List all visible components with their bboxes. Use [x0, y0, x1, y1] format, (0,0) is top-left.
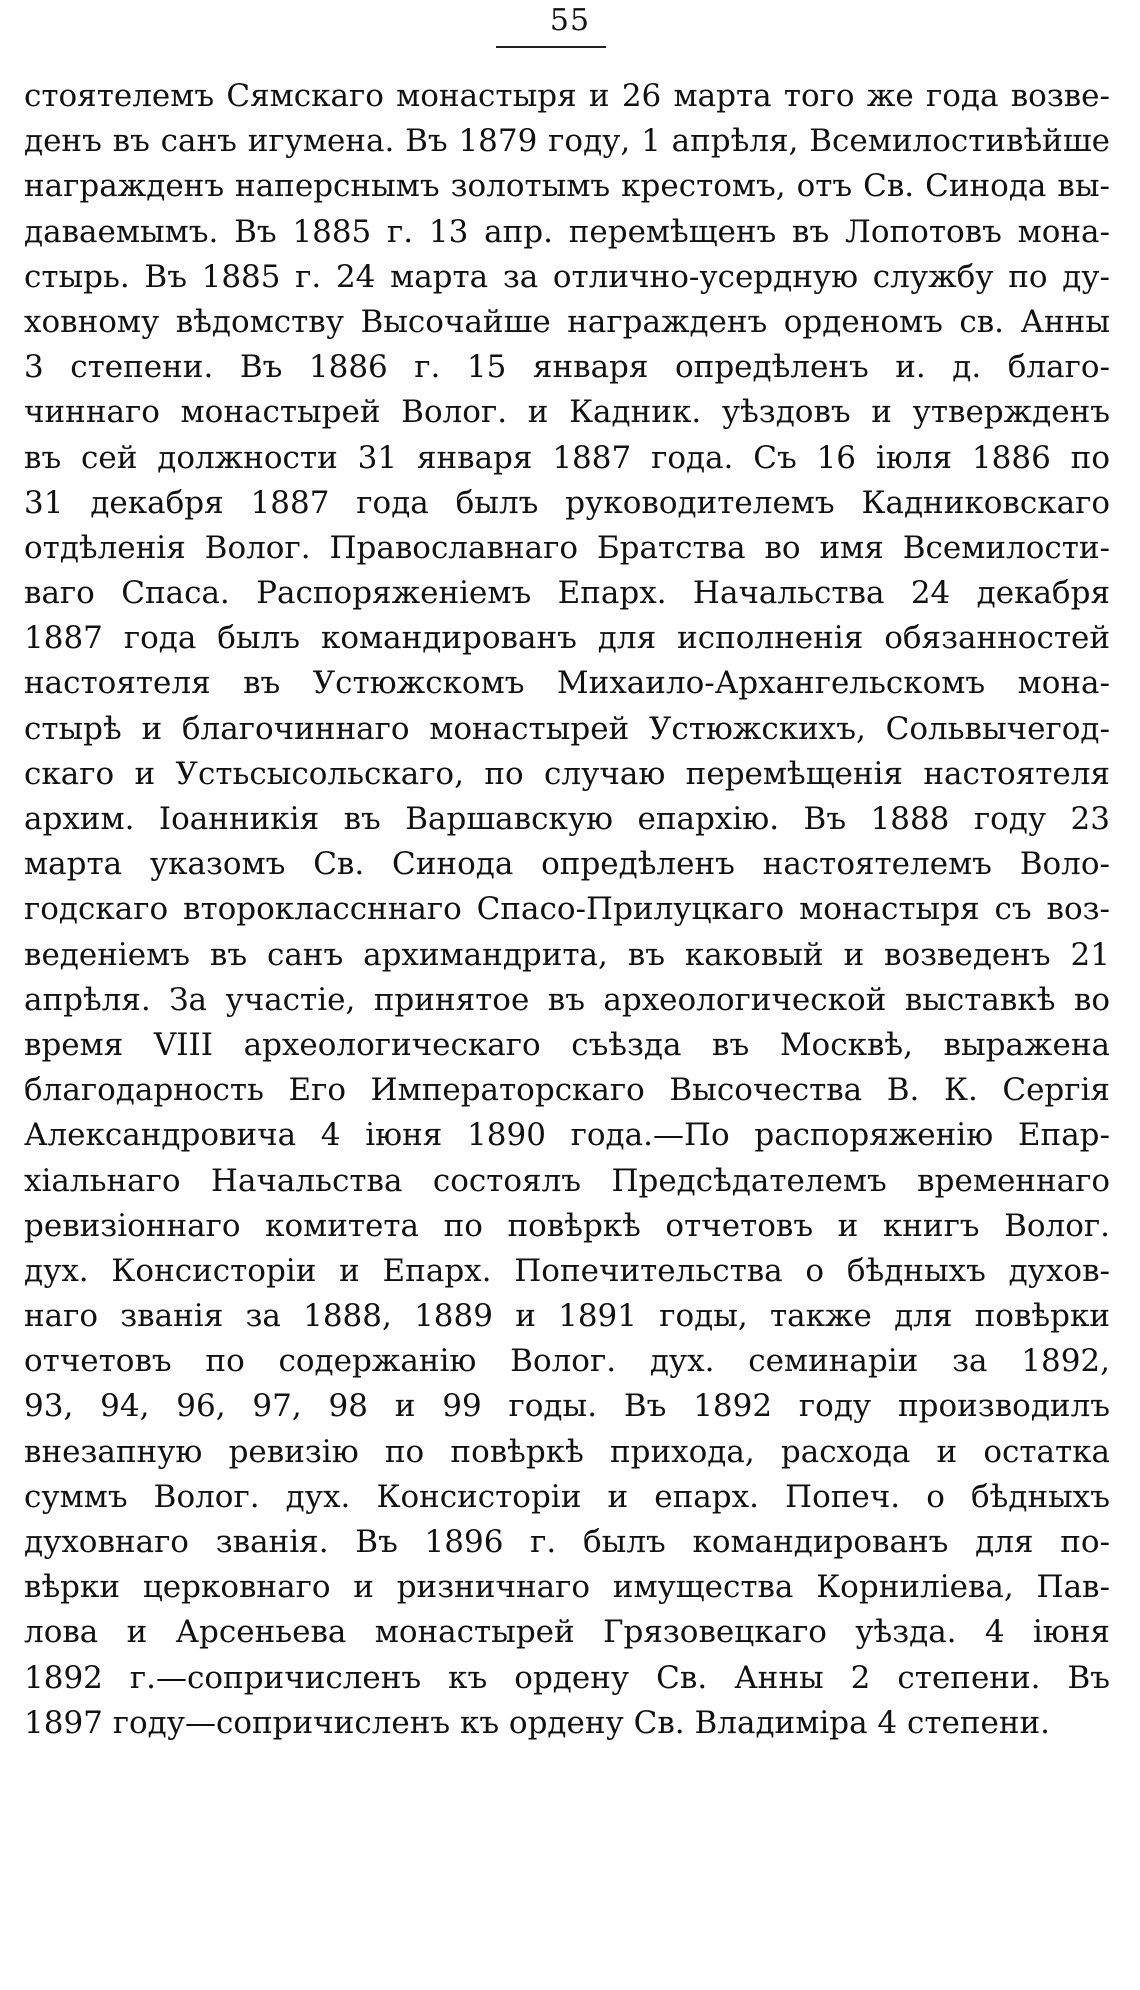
- text-line: благодарность Его Императорскаго Высочества В. К. Сергія: [24, 1072, 1110, 1109]
- text-line: 1892 г.—сопричисленъ къ ордену Св. Анны 2 степени. Въ: [24, 1659, 1110, 1696]
- text-line: чиннаго монастырей Волог. и Кадник. уѣздовъ и утвержденъ: [24, 394, 1110, 431]
- text-line: дух. Консисторіи и Епарх. Попечительства о бѣдныхъ духов-: [24, 1252, 1110, 1289]
- text-line: время VIII археологическаго съѣзда въ Москвѣ, выражена: [24, 1026, 1110, 1063]
- text-line: ваго Спаса. Распоряженіемъ Епарх. Начальства 24 декабря: [24, 575, 1110, 612]
- text-line: годскаго второклассннаго Спасо-Прилуцкаго монастыря съ воз-: [24, 891, 1110, 928]
- page-number: 55: [549, 3, 591, 38]
- text-line: стоятелемъ Сямскаго монастыря и 26 марта того же года возве-: [24, 78, 1110, 114]
- text-line: отдѣленія Волог. Православнаго Братства во имя Всемилости-: [24, 529, 1110, 566]
- page-number-rule: [496, 46, 606, 48]
- text-line: 3 степени. Въ 1886 г. 15 января опредѣленъ и. д. благо-: [24, 349, 1110, 386]
- text-line: въ сей должности 31 января 1887 года. Съ 16 іюля 1886 по: [24, 439, 1110, 476]
- text-line: лова и Арсеньева монастырей Грязовецкаго уѣзда. 4 іюня: [24, 1614, 1110, 1651]
- text-line: 1887 года былъ командированъ для исполненія обязанностей: [24, 620, 1110, 657]
- text-line: награжденъ наперснымъ золотымъ крестомъ, отъ Св. Синода вы-: [24, 168, 1110, 205]
- text-line: ревизіоннаго комитета по повѣркѣ отчетовъ и книгъ Волог.: [24, 1207, 1110, 1244]
- body-text: [24, 74, 1110, 1746]
- text-line: отчетовъ по содержанію Волог. дух. семинаріи за 1892,: [24, 1343, 1110, 1380]
- text-line: наго званія за 1888, 1889 и 1891 годы, также для повѣрки: [24, 1298, 1110, 1335]
- text-line: 1897 году—сопричисленъ къ ордену Св. Владиміра 4 степени.: [24, 1704, 1051, 1741]
- text-line: настоятеля въ Устюжскомъ Михаило-Архангельскомъ мона-: [24, 665, 1110, 702]
- text-line: стырѣ и благочиннаго монастырей Устюжскихъ, Сольвычегод-: [24, 710, 1110, 747]
- text-line: архим. Іоанникія въ Варшавскую епархію. Въ 1888 году 23: [24, 801, 1110, 837]
- text-line: Александровича 4 іюня 1890 года.—По распоряженію Епар-: [24, 1117, 1110, 1154]
- text-line: стырь. Въ 1885 г. 24 марта за отлично-усердную службу по ду-: [24, 258, 1110, 295]
- text-line: хіальнаго Начальства состоялъ Предсѣдателемъ временнаго: [24, 1162, 1110, 1199]
- text-line: ховному вѣдомству Высочайше награжденъ орденомъ св. Анны: [24, 303, 1110, 340]
- text-line: апрѣля. За участіе, принятое въ археологической выставкѣ во: [24, 981, 1110, 1018]
- text-line: внезапную ревизію по повѣркѣ прихода, расхода и остатка: [24, 1433, 1110, 1470]
- text-line: суммъ Волог. дух. Консисторіи и епарх. Попеч. о бѣдныхъ: [24, 1478, 1110, 1515]
- text-line: вѣрки церковнаго и ризничнаго имущества Корниліева, Пав-: [24, 1569, 1110, 1606]
- text-line: скаго и Устьсысольскаго, по случаю перемѣщенія настоятеля: [24, 755, 1110, 792]
- text-line: даваемымъ. Въ 1885 г. 13 апр. перемѣщенъ въ Лопотовъ мона-: [24, 213, 1110, 250]
- text-line: 31 декабря 1887 года былъ руководителемъ Кадниковскаго: [24, 484, 1110, 521]
- text-line: марта указомъ Св. Синода опредѣленъ настоятелемъ Воло-: [24, 846, 1110, 883]
- text-line: 93, 94, 96, 97, 98 и 99 годы. Въ 1892 году производилъ: [24, 1388, 1110, 1425]
- text-line: духовнаго званія. Въ 1896 г. былъ командированъ для по-: [24, 1524, 1110, 1560]
- text-line: денъ въ санъ игумена. Въ 1879 году, 1 апрѣля, Всемилостивѣйше: [24, 123, 1110, 160]
- text-line: веденіемъ въ санъ архимандрита, въ каковый и возведенъ 21: [24, 936, 1110, 973]
